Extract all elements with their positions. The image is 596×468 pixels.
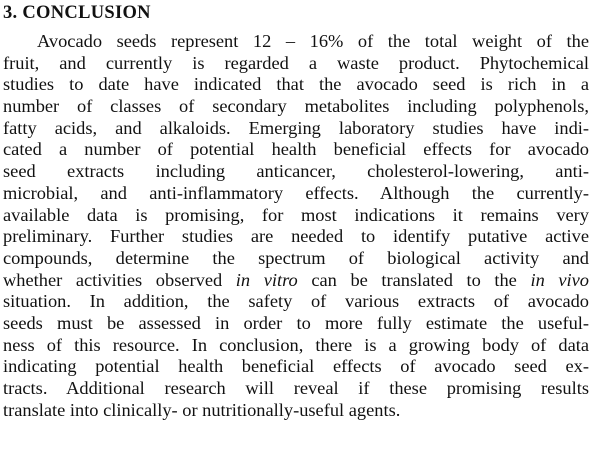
paragraph-line (3, 270, 589, 292)
line-text: can be translated to the (297, 269, 531, 290)
line-text: studies to date have indicated that the avocado seed is rich in a (3, 74, 589, 95)
paragraph-line (3, 291, 589, 313)
paragraph-line (3, 400, 589, 422)
conclusion-paragraph (3, 31, 589, 421)
paragraph-line (3, 74, 589, 96)
paragraph-line (3, 161, 589, 183)
section-heading: 3. CONCLUSION (3, 3, 151, 23)
line-text: ness of this resource. In conclusion, there is a growing body of data (3, 334, 589, 355)
paragraph-line (3, 139, 589, 161)
line-text: seeds must be assessed in order to more fully estimate the useful- (3, 312, 589, 333)
line-text: situation. In addition, the safety of various extracts of avocado (3, 291, 589, 312)
italic-term: in vitro (235, 269, 298, 290)
line-text: Avocado seeds represent 12 – 16% of the total weight of the (37, 31, 589, 51)
line-text: compounds, determine the spectrum of biological activity and (3, 247, 589, 268)
paragraph-line (3, 335, 589, 357)
line-text: fruit, and currently is regarded a waste product. Phytochemical (3, 52, 589, 73)
line-text: preliminary. Further studies are needed to identify putative active (3, 226, 589, 247)
line-text: seed extracts including anticancer, cholesterol-lowering, anti- (3, 161, 589, 182)
paragraph-line (3, 356, 589, 378)
paragraph-line (3, 226, 589, 248)
paragraph-line (3, 53, 589, 75)
paragraph-line (3, 205, 589, 227)
line-text: number of classes of secondary metabolites including polyphenols, (3, 96, 589, 117)
line-text: available data is promising, for most indications it remains very (3, 204, 589, 225)
line-text: whether activities observed (3, 269, 236, 290)
line-text: cated a number of potential health beneficial effects for avocado (3, 139, 589, 160)
paragraph-line (3, 183, 589, 205)
paragraph-line (3, 378, 589, 400)
paragraph-line (3, 118, 589, 140)
line-text: indicating potential health beneficial effects of avocado seed ex- (3, 356, 589, 377)
line-text: translate into clinically- or nutritionally-useful agents. (3, 399, 401, 420)
italic-term: in vivo (530, 269, 589, 290)
line-text: tracts. Additional research will reveal if these promising results (3, 378, 589, 398)
paragraph-line (3, 313, 589, 335)
paragraph-line (3, 248, 589, 270)
line-text: fatty acids, and alkaloids. Emerging laboratory studies have indi- (3, 117, 589, 138)
paragraph-line (3, 31, 589, 53)
line-text: microbial, and anti-inflammatory effects. Although the currently- (3, 182, 589, 203)
paragraph-line (3, 96, 589, 118)
